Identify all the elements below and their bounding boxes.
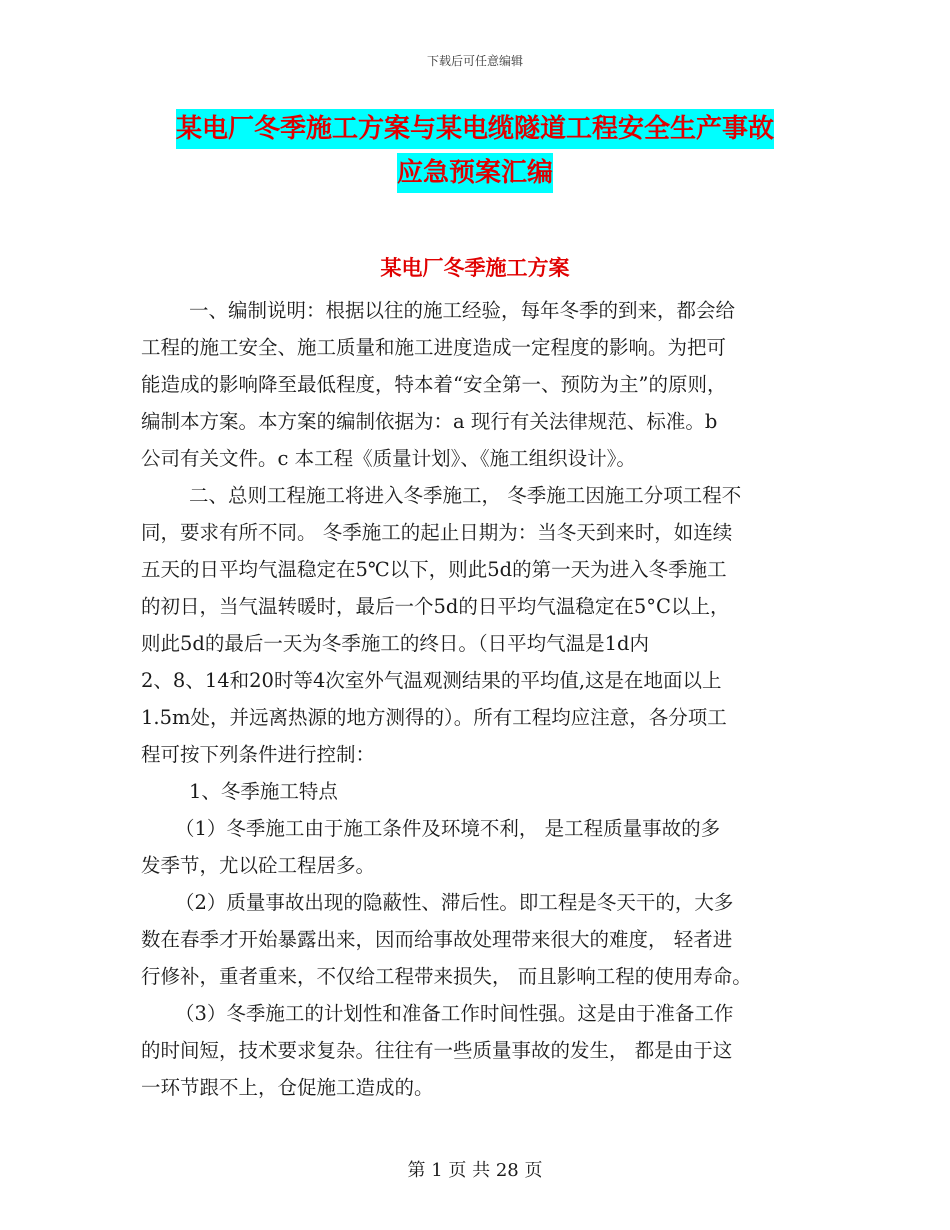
body-line: 数在春季才开始暴露出来，因而给事故处理带来很大的难度， 轻者进 xyxy=(141,928,733,951)
document-title-line-2 xyxy=(0,160,950,186)
body-line: （2）质量事故出现的隐蔽性、滞后性。即工程是冬天干的，大多 xyxy=(175,891,734,914)
body-line: 1、冬季施工特点 xyxy=(189,780,338,803)
body-line: （1）冬季施工由于施工条件及环境不利， 是工程质量事故的多 xyxy=(175,817,721,840)
body-line: 同，要求有所不同。 冬季施工的起止日期为：当冬天到来时，如连续 xyxy=(141,521,733,544)
document-title-line-1 xyxy=(0,116,950,142)
body-line: 程可按下列条件进行控制： xyxy=(141,743,376,766)
body-line: 的初日，当气温转暖时，最后一个5d的日平均气温稳定在5°C以上， xyxy=(141,595,730,618)
body-line: 公司有关文件。c 本工程《质量计划》、《施工组织设计》。 xyxy=(141,447,636,470)
body-line: 工程的施工安全、施工质量和施工进度造成一定程度的影响。为把可 xyxy=(141,336,727,359)
document-title-line-2-text: 应急预案汇编 xyxy=(397,153,553,193)
page-header-note: 下载后可任意编辑 xyxy=(426,54,523,68)
body-line: 二、总则工程施工将进入冬季施工， 冬季施工因施工分项工程不 xyxy=(189,484,742,507)
body-line: 一环节跟不上，仓促施工造成的。 xyxy=(141,1076,434,1099)
body-line: 发季节，尤以砼工程居多。 xyxy=(141,854,376,877)
document-title-line-1-text: 某电厂冬季施工方案与某电缆隧道工程安全生产事故 xyxy=(176,109,774,149)
body-line: 的时间短，技术要求复杂。往往有一些质量事故的发生， 都是由于这 xyxy=(141,1039,733,1062)
body-line: 编制本方案。本方案的编制依据为：a 现行有关法律规范、标准。b xyxy=(141,410,718,433)
body-line: （3）冬季施工的计划性和准备工作时间性强。这是由于准备工作 xyxy=(175,1002,734,1025)
page-number-footer: 第 1 页 共 28 页 xyxy=(407,1160,543,1181)
body-line: 五天的日平均气温稳定在5℃以下，则此5d的第一天为进入冬季施工 xyxy=(141,558,727,581)
body-line: 行修补，重者重来，不仅给工程带来损失， 而且影响工程的使用寿命。 xyxy=(141,965,752,988)
body-line: 能造成的影响降至最低程度，特本着“安全第一、预防为主”的原则， xyxy=(141,373,727,396)
body-line: 2、8、14和20时等4次室外气温观测结果的平均值,这是在地面以上 xyxy=(141,669,722,692)
body-line: 则此5d的最后一天为冬季施工的终日。（日平均气温是1d内 xyxy=(141,632,650,655)
body-line: 一、编制说明：根据以往的施工经验，每年冬季的到来，都会给 xyxy=(189,299,736,322)
body-line: 1.5m处，并远离热源的地方测得的）。所有工程均应注意，各分项工 xyxy=(141,706,727,729)
section-title: 某电厂冬季施工方案 xyxy=(380,255,570,280)
